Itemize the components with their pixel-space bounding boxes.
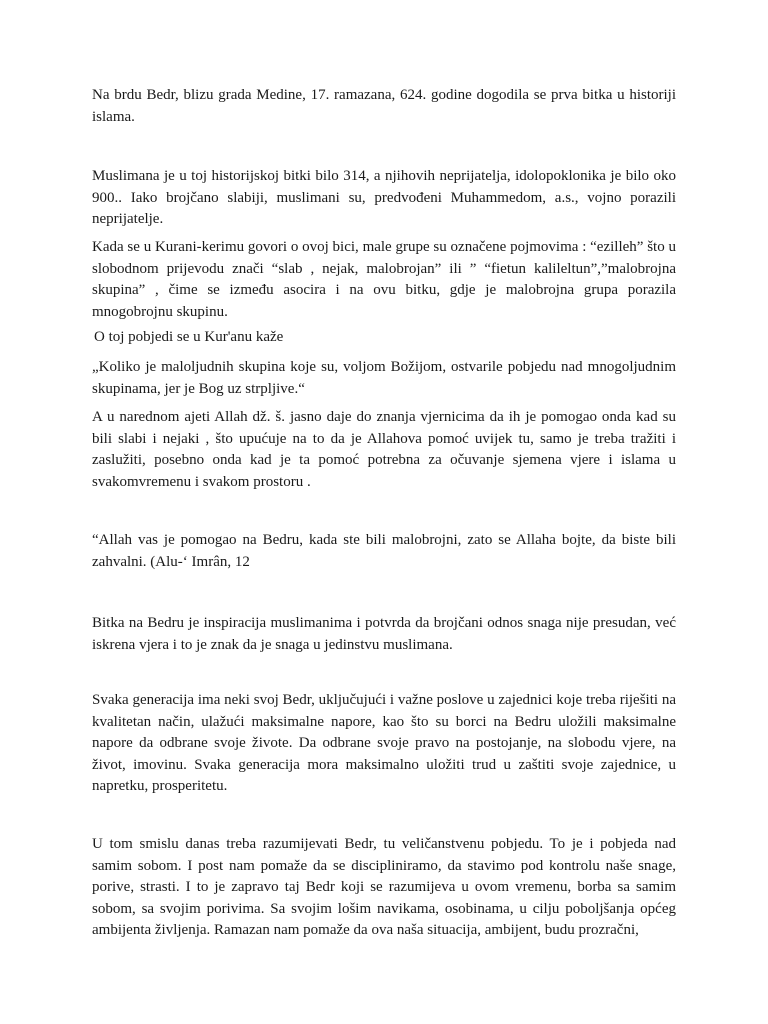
paragraph-today: U tom smislu danas treba razumijevati Bedr, tu veličanstvenu pobjedu. To je i pobjeda nad samim sobom. I post nam pomaže da se discipliniramo, da stavimo pod kontrolu naše snage, porive, strasti. I to je zapravo taj Bedr koji se razumijeva u ovom vremenu, borba sa samim sobom, sa svojim porivima. Sa svojim lošim navikama, osobinama, u cilju poboljšanja općeg ambijenta življenja. Ramazan nam pomaže da ova naša situacija, ambijent, budu prozračni,: [92, 836, 676, 938]
paragraph-battle-numbers: Muslimana je u toj historijskoj bitki bilo 314, a njihovih neprijatelja, idolopoklonika je bilo oko 900.. Iako brojčano slabiji, muslimani su, predvođeni Muhammedom, a.s., vojno porazili neprijatelje.: [92, 168, 676, 227]
paragraph-inspiration: Bitka na Bedru je inspiracija muslimanima i potvrda da brojčani odnos snaga nije presudan, već iskrena vjera i to je znak da je snaga u jedinstvu muslimana.: [92, 615, 676, 653]
paragraph-quote-1: „Koliko je maloljudnih skupina koje su, voljom Božijom, ostvarile pobjedu nad mnogoljudnim skupinama, jer je Bog uz strpljive.“: [92, 359, 676, 397]
paragraph-every-generation: Svaka generacija ima neki svoj Bedr, uključujući i važne poslove u zajednici koje treba riješiti na kvalitetan način, ulažući maksimalne napore, kao što su borci na Bedru uložili maksimalne napore da odbrane svoje živote. Da odbrane svoje pravo na postojanje, na slobodu vjere, na život, imovinu. Svaka generacija mora maksimalno uložiti trud u zaštiti svoje zajednice, u napretku, prosperitetu.: [92, 692, 676, 794]
paragraph-intro: Na brdu Bedr, blizu grada Medine, 17. ramazana, 624. godine dogodila se prva bitka u historiji islama.: [92, 87, 676, 125]
paragraph-next-ayah: A u narednom ajeti Allah dž. š. jasno daje do znanja vjernicima da ih je pomogao onda kad su bili slabi i nejaki , što upućuje na to da je Allahova pomoć uvijek tu, samo je treba tražiti i zaslužiti, posebno onda kad je ta pomoć potrebna za očuvanje sjemena vjere i islama u svakomvremenu i svakom prostoru .: [92, 409, 676, 490]
paragraph-quote-2: “Allah vas je pomogao na Bedru, kada ste bili malobrojni, zato se Allaha bojte, da biste bili zahvalni. (Alu-‘ Imrân, 12: [92, 532, 676, 570]
paragraph-quran-terms: Kada se u Kurani-kerimu govori o ovoj bici, male grupe su označene pojmovima : “ezilleh” što u slobodnom prijevodu znači “slab , nejak, malobrojan” ili ” “fietun kalileltun”,”malobrojna skupina” , čime se između asocira i na ovu bitku, gdje je malobrojna grupa porazila mnogobrojnu skupinu.: [92, 239, 676, 320]
paragraph-quran-intro: O toj pobjedi se u Kur'anu kaže: [94, 329, 284, 345]
